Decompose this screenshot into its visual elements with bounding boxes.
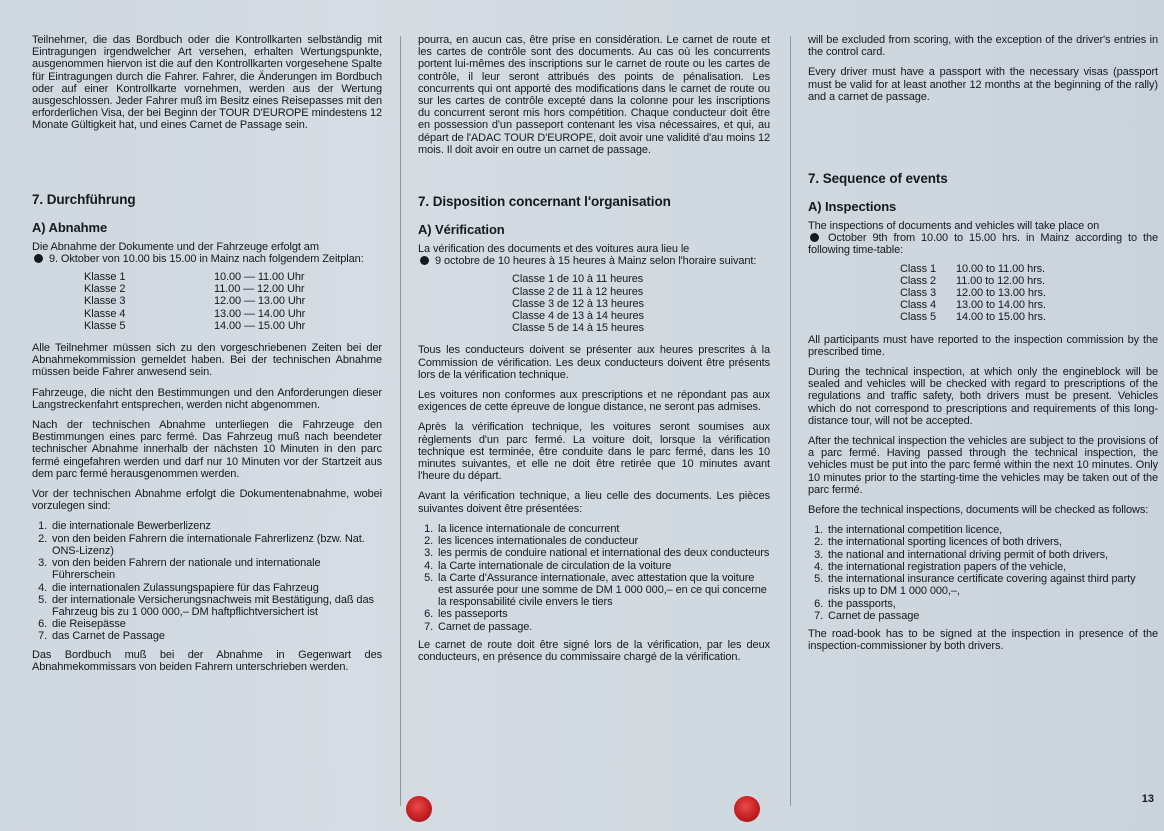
time-range: 13.00 to 14.00 hrs.: [956, 299, 1046, 312]
time-row: [900, 287, 1158, 299]
bullet-dot-icon: [810, 233, 819, 242]
time-row: Classe 5 de 14 à 15 heures: [512, 322, 644, 335]
column-divider: [400, 36, 401, 806]
time-row: [84, 271, 382, 283]
list-item: 2. les licences internationales de conducteur: [436, 535, 770, 547]
binder-hole-icon: [734, 796, 760, 822]
french-section-title: 7. Disposition concernant l'organisation: [418, 194, 671, 210]
time-row: [84, 308, 382, 320]
english-paragraph-2: All participants must have reported to the inspection commission by the prescribed time.: [808, 333, 1158, 358]
english-document-list: [808, 524, 1158, 622]
english-paragraph-4: After the technical inspection the vehicles are subject to the provisions of a parc fermé. Having passed through the technical inspection, the vehicles must be put into the parc fermé within the next 10 minutes. Only 10 minutes prior to the starting-time the vehicles may be taken out of the parc fermé.: [808, 435, 1158, 496]
english-paragraph-3: During the technical inspection, at which only the engineblock will be sealed and vehicles will be checked with regard to prescriptions of the regulations and traffic safety, both drivers must be present. Vehicles which do not correspond to prescriptions and requirements of this long-distance tour, will not be accepted.: [808, 366, 1158, 427]
list-item: 7. das Carnet de Passage: [50, 630, 382, 642]
list-item: 1. la licence internationale de concurrent: [436, 523, 770, 535]
time-row: [900, 311, 1158, 323]
time-range: 14.00 — 15.00 Uhr: [214, 319, 306, 332]
time-range: 11.00 — 12.00 Uhr: [214, 283, 305, 296]
time-row: Classe 1 de 10 à 11 heures: [512, 273, 644, 286]
time-range: 12.00 to 13.00 hrs.: [956, 287, 1046, 300]
time-class: Klasse 1: [84, 271, 126, 284]
german-intro: Teilnehmer, die das Bordbuch oder die Kontrollkarten selbständig mit Eintragungen irgendwelcher Art versehen, erhalten Wertungspunkte, ausgenommen hiervon ist die auf den Kontrollkarten vorgesehene Spalte für Eintragungen durch die Fahrer. Fahrer, die Änderungen im Bordbuch oder auf einer Kontrollkarte vornehmen, werden aus der Wertung ausgeschlossen. Jeder Fahrer muß im Besitz eines Reisepasses mit den erforderlichen Visa, der bei Beginn der TOUR D'EUROPE mindestens 12 Monate Gültigkeit hat, und eines Carnet de Passage sein.: [32, 34, 382, 132]
time-class: Klasse 3: [84, 295, 126, 308]
time-row: [900, 275, 1158, 287]
french-schedule-intro: La vérification des documents et des voitures aura lieu le 9 octobre de 10 heures à 15 heures à Mainz selon l'horaire suivant:: [418, 243, 757, 268]
english-schedule-intro: The inspections of documents and vehicles will take place on October 9th from 10.00 to 15.00 hrs. in Mainz according to the following time-table:: [808, 220, 1158, 257]
time-range: 11.00 to 12.00 hrs.: [956, 274, 1046, 287]
list-item: 1. die internationale Bewerberlizenz: [50, 520, 382, 532]
german-section-title: 7. Durchführung: [32, 191, 136, 207]
french-intro: pourra, en aucun cas, être prise en considération. Le carnet de route et les cartes de contrôle sont des documents. Au cas où les concurrents portent lui-mêmes des inscriptions sur le carnet de route ou les cartes de contrôle, il leur seront attribués des points de pénalisation. Les concurrents qui ont apporté des modifications dans le carnet de route ou sur les cartes de contrôle excepté dans la colonne pour les inscriptions du concurrent seront mis hors compétition. Chaque conducteur doit être en possession d'un passeport contenant les visa nécessaires, et qui, au départ de l'ADAC TOUR D'EUROPE, doit avoir une validité d'au moins 12 mois. Il doit avoir en outre un carnet de passage.: [418, 34, 770, 156]
english-time-table: [808, 263, 1158, 324]
list-item: 4. la Carte internationale de circulation de la voiture: [436, 560, 770, 572]
german-document-list: [32, 520, 382, 642]
time-row: [900, 263, 1158, 275]
list-item: 6. die Reisepässe: [50, 618, 382, 630]
time-row: Classe 4 de 13 à 14 heures: [512, 310, 644, 323]
time-range: 10.00 to 11.00 hrs.: [956, 262, 1046, 275]
list-item: 5. the international insurance certificate covering against third party risks up to DM 1 000 000,–,: [826, 573, 1158, 597]
french-paragraph-6: Le carnet de route doit être signé lors de la vérification, par les deux conducteurs, en présence du commissaire chargé de la vérification.: [418, 638, 770, 663]
german-paragraph-4: Nach der technischen Abnahme unterliegen die Fahrzeuge den Bestimmungen eines parc fermé. Das Fahrzeug muß nach beendeter technischer Abnahme innerhalb der nächsten 10 Minuten in den parc fermé eingefahren werden und darf nur 10 Minuten vor der Startzeit aus dem parc fermé herausgenommen werden.: [32, 419, 382, 480]
list-item: 4. die internationalen Zulassungspapiere für das Fahrzeug: [50, 582, 382, 594]
page-number: 13: [1141, 793, 1154, 805]
time-row: [84, 295, 382, 307]
german-sub-title: A) Abnahme: [32, 219, 108, 235]
list-item: 7. Carnet de passage.: [436, 621, 770, 633]
time-class: Class 5: [900, 311, 936, 324]
list-item: 6. the passports,: [826, 598, 1158, 610]
english-intro-2: Every driver must have a passport with the necessary visas (passport must be valid for at least another 12 months at the beginning of the rally) and a carnet de passage.: [808, 66, 1158, 103]
french-paragraph-4: Après la vérification technique, les voitures seront soumises aux règlements d'un parc fermé. La voiture doit, lorsque la vérification technique est terminée, être conduite dans le parc fermé, dans les 10 minutes suivantes, et elle ne doit être retirée que 10 minutes avant l'heure du départ.: [418, 421, 770, 483]
french-time-table: [418, 273, 770, 334]
time-row: [84, 283, 382, 295]
english-paragraph-6: The road-book has to be signed at the inspection in presence of the inspection-commissioner by both drivers.: [808, 627, 1158, 653]
time-range: 10.00 — 11.00 Uhr: [214, 271, 305, 284]
french-document-list: [418, 523, 770, 633]
bullet-dot-icon: [34, 254, 43, 263]
list-item: 2. the international sporting licences of both drivers,: [826, 536, 1158, 548]
french-paragraph-2: Tous les conducteurs doivent se présenter aux heures prescrites à la Commission de vérification. Les deux conducteurs doivent être présents lors de la vérification technique.: [418, 344, 770, 381]
english-column: [808, 34, 1158, 660]
time-range: 13.00 — 14.00 Uhr: [214, 307, 306, 320]
list-item: 5. la Carte d'Assurance internationale, avec attestation que la voiture est assurée pour une somme de DM 1 000 000,– en ce qui concerne la responsabilité civile envers le tiers: [436, 572, 770, 609]
list-item: 3. the national and international driving permit of both drivers,: [826, 549, 1158, 561]
time-range: 12.00 — 13.00 Uhr: [214, 295, 306, 308]
time-row: [84, 320, 382, 332]
time-class: Class 1: [900, 262, 936, 275]
german-paragraph-5: Vor der technischen Abnahme erfolgt die Dokumentenabnahme, wobei vorzulegen sind:: [32, 488, 382, 513]
french-sub-title: A) Vérification: [418, 222, 505, 238]
time-class: Class 2: [900, 274, 936, 287]
german-paragraph-2: Alle Teilnehmer müssen sich zu den vorgeschriebenen Zeiten bei der Abnahmekommission gemeldet haben. Bei der technischen Abnahme müssen beide Fahrer anwesend sein.: [32, 342, 382, 379]
list-item: 1. the international competition licence,: [826, 524, 1158, 536]
binder-hole-icon: [406, 796, 432, 822]
time-class: Class 3: [900, 287, 936, 300]
german-paragraph-3: Fahrzeuge, die nicht den Bestimmungen und den Anforderungen dieser Langstreckenfahrt entsprechen, werden nicht abgenommen.: [32, 386, 382, 411]
list-item: 5. der internationale Versicherungsnachweis mit Bestätigung, daß das Fahrzeug bis zu 1 000 000,– DM haftpflichtversichert ist: [50, 594, 382, 618]
french-column: [418, 34, 770, 671]
english-section-title: 7. Sequence of events: [808, 171, 948, 187]
time-class: Klasse 5: [84, 319, 126, 332]
time-class: Class 4: [900, 299, 936, 312]
german-column: [32, 34, 382, 681]
english-paragraph-5: Before the technical inspections, documents will be checked as follows:: [808, 504, 1149, 517]
list-item: 3. von den beiden Fahrern der nationale und internationale Führerschein: [50, 557, 382, 581]
list-item: 6. les passeports: [436, 608, 770, 620]
german-schedule-intro: Die Abnahme der Dokumente und der Fahrzeuge erfolgt am 9. Oktober von 10.00 bis 15.00 in Mainz nach folgendem Zeitplan:: [32, 240, 364, 265]
bullet-dot-icon: [420, 256, 429, 265]
time-class: Klasse 4: [84, 307, 126, 320]
list-item: 3. les permis de conduire national et international des deux conducteurs: [436, 547, 770, 559]
german-time-table: [32, 271, 382, 332]
time-row: [900, 299, 1158, 311]
french-paragraph-5: Avant la vérification technique, a lieu celle des documents. Les pièces suivantes doivent être présentées:: [418, 490, 770, 515]
time-class: Klasse 2: [84, 283, 126, 296]
english-sub-title: A) Inspections: [808, 199, 897, 215]
list-item: 7. Carnet de passage: [826, 610, 1158, 622]
german-paragraph-6: Das Bordbuch muß bei der Abnahme in Gegenwart des Abnahmekommissars von beiden Fahrern unterschrieben werden.: [32, 648, 382, 673]
column-divider: [790, 36, 791, 806]
list-item: 4. the international registration papers of the vehicle,: [826, 561, 1158, 573]
french-paragraph-3: Les voitures non conformes aux prescriptions et ne répondant pas aux exigences de cette épreuve de longue distance, ne seront pas admises.: [418, 389, 770, 414]
list-item: 2. von den beiden Fahrern die internationale Fahrerlizenz (bzw. Nat. ONS-Lizenz): [50, 533, 382, 557]
time-row: Classe 2 de 11 à 12 heures: [512, 285, 644, 298]
time-row: Classe 3 de 12 à 13 heures: [512, 297, 644, 310]
english-intro-1: will be excluded from scoring, with the exception of the driver's entries in the control card.: [808, 34, 1158, 59]
time-range: 14.00 to 15.00 hrs.: [956, 311, 1046, 324]
